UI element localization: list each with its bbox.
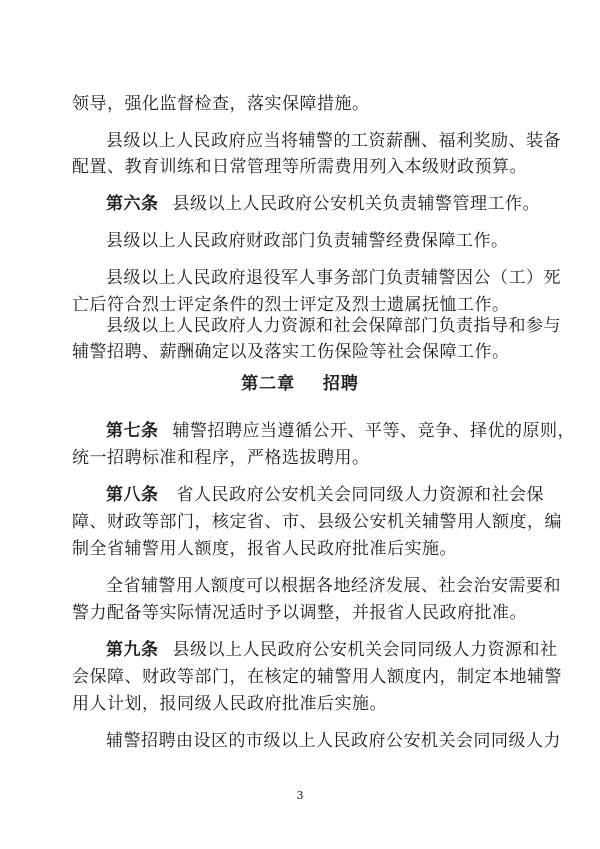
paragraph-line: 县级以上人民政府人力资源和社会保障部门负责指导和参与 [106, 316, 561, 336]
paragraph-line: 辅警招聘由设区的市级以上人民政府公安机关会同同级人力 [106, 731, 561, 751]
article-line [106, 420, 575, 442]
paragraph-line: 亡后符合烈士评定条件的烈士评定及烈士遗属抚恤工作。 [72, 295, 510, 315]
article-text: 辅警招聘应当遵循公开、平等、竞争、择优的原则， [172, 421, 575, 441]
article-text: 县级以上人民政府公安机关负责辅警管理工作。 [172, 194, 540, 214]
paragraph-line: 县级以上人民政府财政部门负责辅警经费保障工作。 [106, 231, 509, 251]
article-label: 第八条 [106, 485, 159, 505]
article-label: 第六条 [106, 194, 159, 214]
paragraph-line: 障、财政等部门，核定省、市、县级公安机关辅警用人额度，编 [72, 512, 562, 532]
paragraph-line: 全省辅警用人额度可以根据各地经济发展、社会治安需要和 [106, 576, 561, 596]
article-label: 第七条 [106, 421, 159, 441]
paragraph-line: 用人计划，报同级人民政府批准后实施。 [72, 694, 387, 714]
article-text: 县级以上人民政府公安机关会同同级人力资源和社 [172, 640, 558, 660]
article-line [106, 639, 558, 661]
paragraph-line: 县级以上人民政府退役军人事务部门负责辅警因公（工）死 [106, 268, 561, 288]
chapter-heading: 第二章 招聘 [241, 374, 359, 394]
paragraph-line: 统一招聘标准和程序，严格选拔聘用。 [72, 448, 370, 468]
paragraph-line: 配置、教育训练和日常管理等所需费用列入本级财政预算。 [72, 157, 527, 177]
article-line [106, 484, 544, 506]
paragraph-line: 制全省辅警用人额度，报省人民政府批准后实施。 [72, 539, 457, 559]
paragraph-line: 辅警招聘、薪酬确定以及落实工伤保险等社会保障工作。 [72, 342, 510, 362]
paragraph-line: 县级以上人民政府应当将辅警的工资薪酬、福利奖励、装备 [106, 131, 561, 151]
paragraph-line: 会保障、财政等部门，在核定的辅警用人额度内，制定本地辅警 [72, 667, 562, 687]
article-label: 第九条 [106, 640, 159, 660]
paragraph-line: 领导，强化监督检查，落实保障措施。 [72, 94, 370, 114]
page-number: 3 [296, 789, 304, 802]
article-text: 省人民政府公安机关会同同级人力资源和社会保 [176, 485, 544, 505]
article-line [106, 193, 540, 215]
paragraph-line: 警力配备等实际情况适时予以调整，并报省人民政府批准。 [72, 603, 527, 623]
